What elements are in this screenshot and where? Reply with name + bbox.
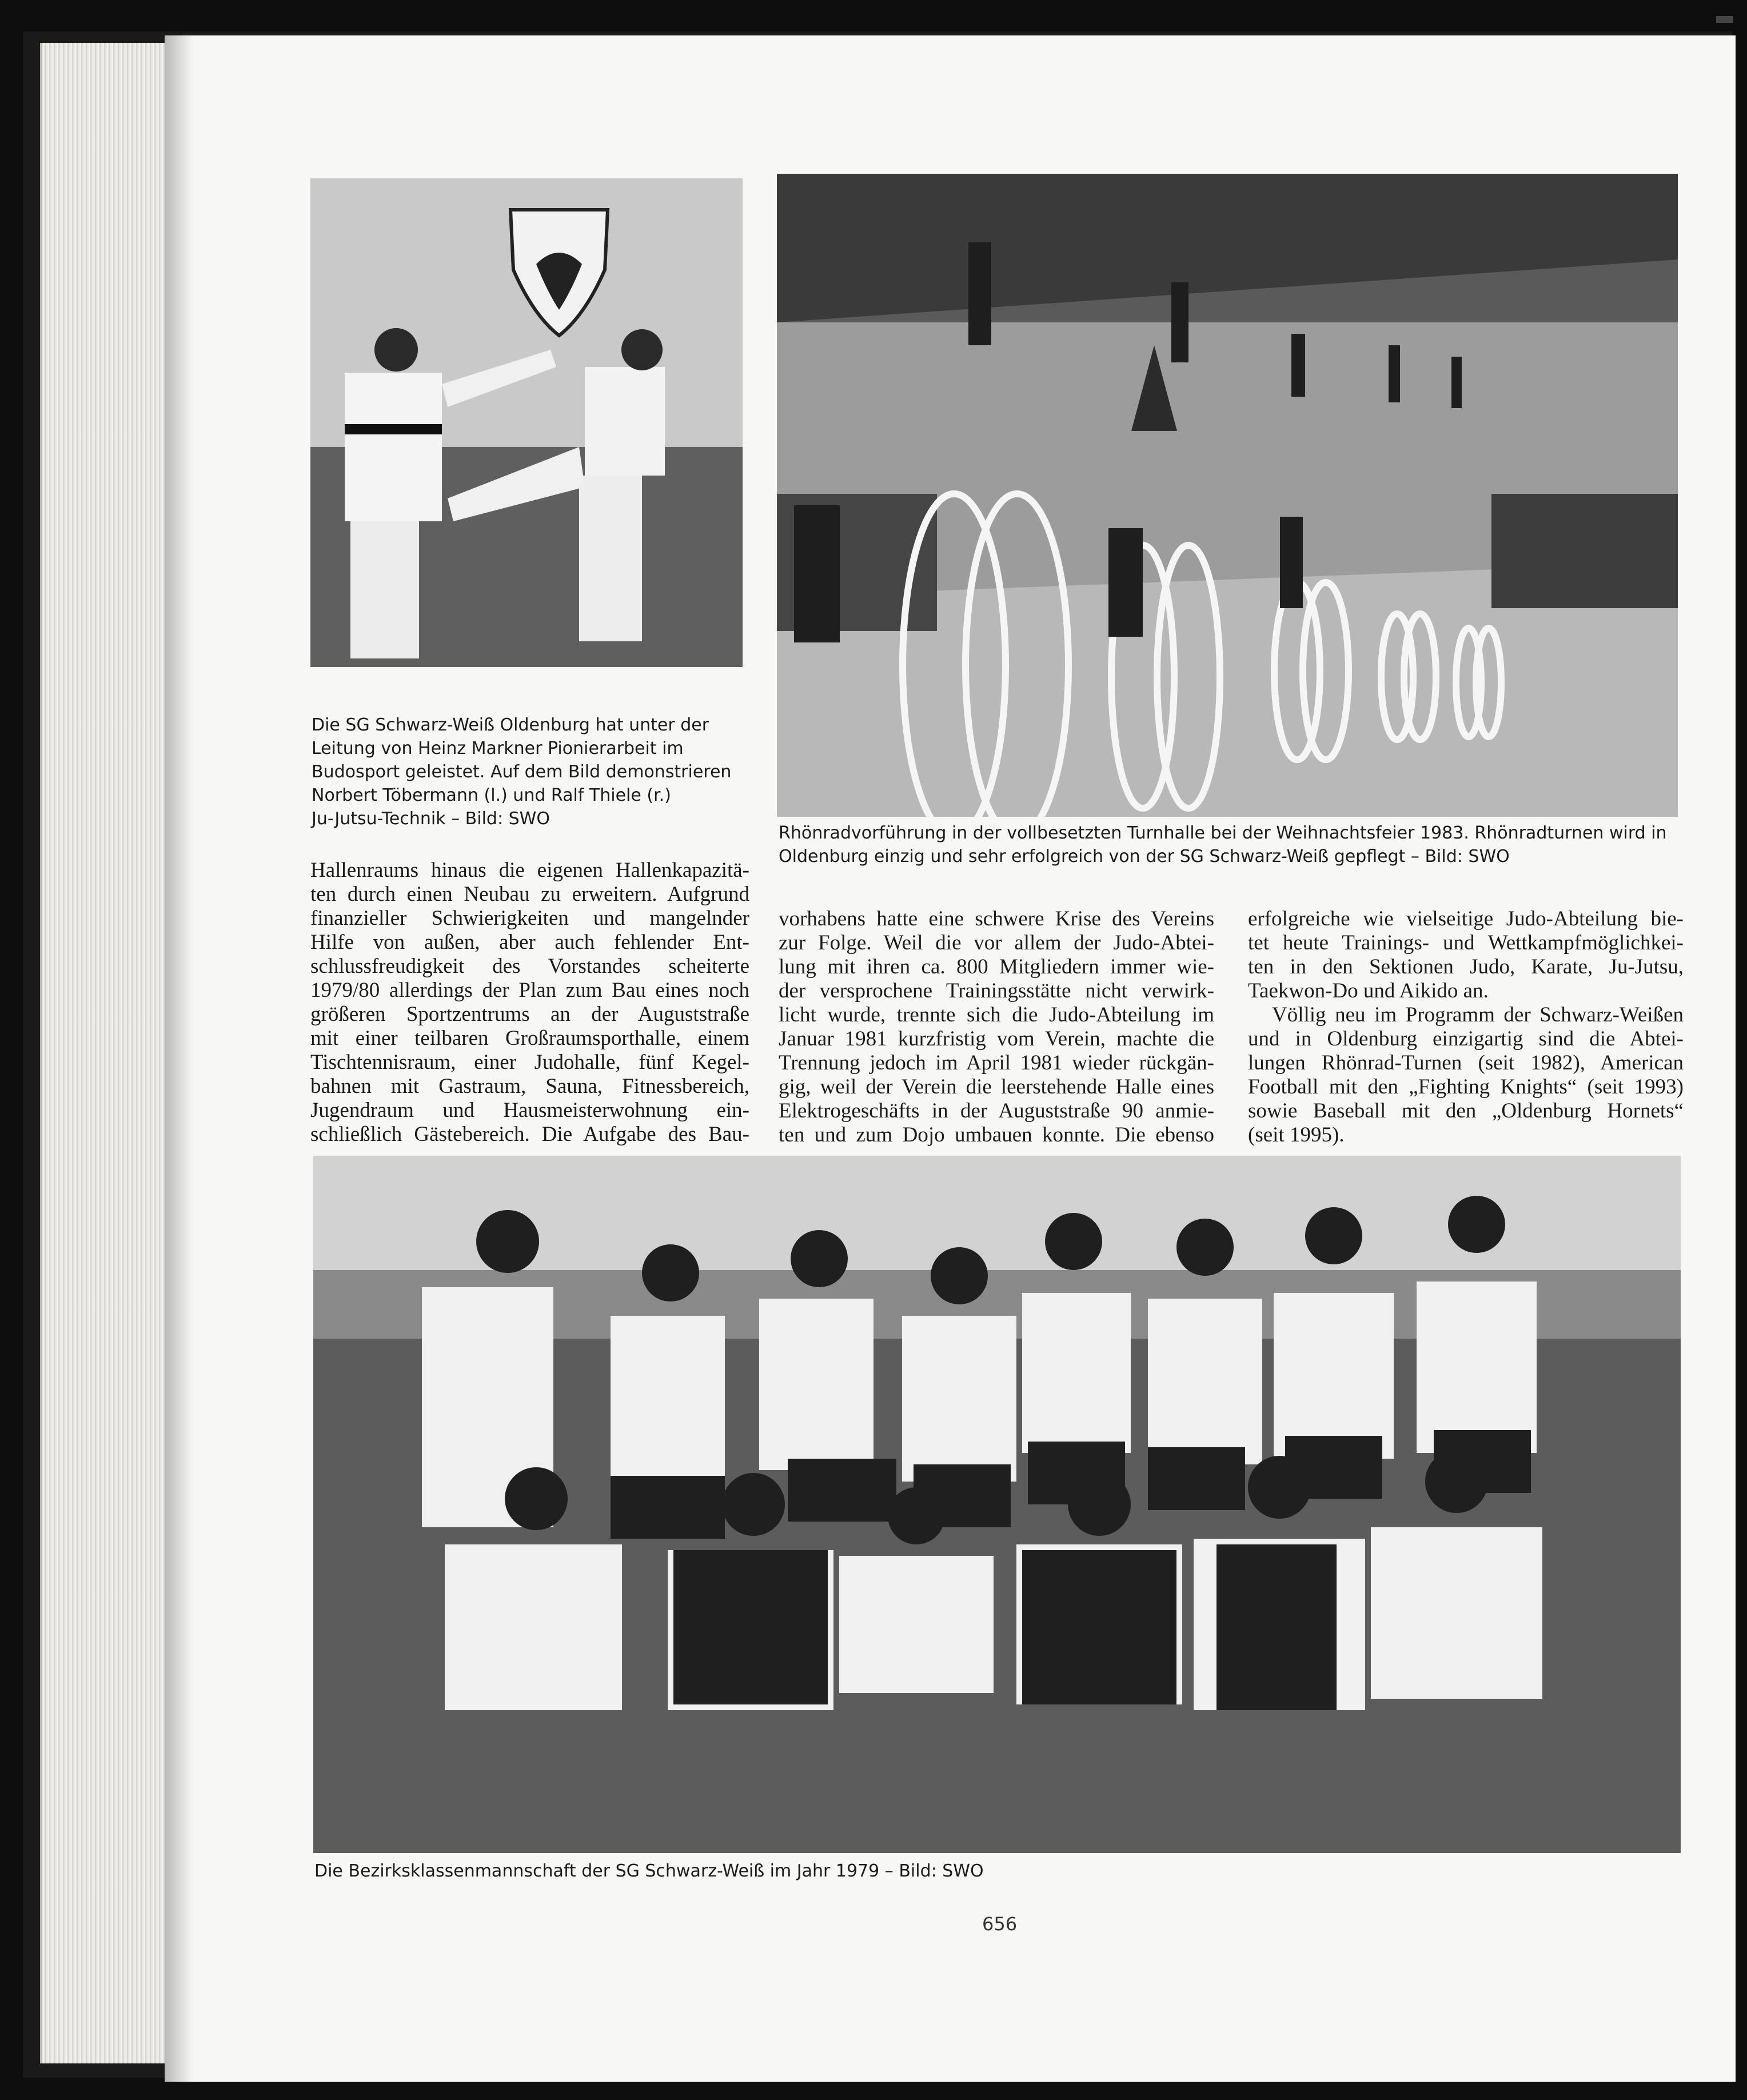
text-line: zur Folge. Weil die vor allem der Judo-Abtei- xyxy=(779,931,1214,955)
top-edge-mark xyxy=(1716,16,1733,23)
judo-photo xyxy=(310,178,743,667)
text-line: schlussfreudigkeit des Vorstandes scheiterte xyxy=(310,955,749,978)
caption-line: Norbert Töbermann (l.) und Ralf Thiele (r.) xyxy=(312,785,671,805)
text-line: licht wurde, trennte sich die Judo-Abteilung im xyxy=(779,1003,1214,1027)
text-line: Tischtennisraum, einer Judohalle, fünf Kegel- xyxy=(310,1051,749,1074)
caption-line: Die SG Schwarz-Weiß Oldenburg hat unter der xyxy=(312,715,709,735)
text-line: gig, weil der Verein die leerstehende Halle eines xyxy=(779,1075,1214,1099)
text-line: tet heute Trainings- und Wettkampfmöglichkei- xyxy=(1248,931,1684,955)
text-line: erfolgreiche wie vielseitige Judo-Abteilung bie- xyxy=(1248,907,1684,931)
text-line: ten und zum Dojo umbauen konnte. Die ebenso xyxy=(779,1123,1214,1147)
text-line: lungen Rhönrad-Turnen (seit 1982), American xyxy=(1248,1051,1684,1075)
text-line: lung mit ihren ca. 800 Mitgliedern immer wie- xyxy=(779,955,1214,979)
caption-line: Leitung von Heinz Markner Pionierarbeit im xyxy=(312,738,684,758)
text-line: der versprochene Trainingsstätte nicht verwirk- xyxy=(779,979,1214,1003)
text-line: schließlich Gästebereich. Die Aufgabe des Bau- xyxy=(310,1123,749,1146)
caption-line: Budosport geleistet. Auf dem Bild demonstrieren xyxy=(312,762,732,782)
text-line: und in Oldenburg einzigartig sind die Abtei- xyxy=(1248,1027,1684,1051)
judo-photo-caption xyxy=(312,713,746,831)
text-line: Völlig neu im Programm der Schwarz-Weißen xyxy=(1272,1003,1684,1027)
caption-line: Oldenburg einzig und sehr erfolgreich von der SG Schwarz-Weiß gepflegt – Bild: SWO xyxy=(779,847,1510,867)
page-edges xyxy=(40,43,168,2063)
text-line: Hilfe von außen, aber auch fehlender Ent- xyxy=(310,931,749,954)
caption-line: Ju-Jutsu-Technik – Bild: SWO xyxy=(312,809,550,829)
text-line: finanzieller Schwierigkeiten und mangelnder xyxy=(310,907,749,930)
text-line: Taekwon-Do und Aikido an. xyxy=(1248,979,1489,1003)
body-column-3 xyxy=(1248,907,1684,1147)
rhoenrad-photo xyxy=(777,174,1678,817)
text-line: bahnen mit Gastraum, Sauna, Fitnessbereich, xyxy=(310,1075,749,1098)
text-line: größeren Sportzentrums an der Auguststraße xyxy=(310,1003,749,1026)
page-gutter-shadow xyxy=(165,35,193,2082)
text-line: Trennung jedoch im April 1981 wieder rückgän- xyxy=(779,1051,1214,1075)
text-line: ten in den Sektionen Judo, Karate, Ju-Jutsu, xyxy=(1248,955,1684,979)
rhoenrad-photo-caption xyxy=(779,821,1682,868)
caption-line: Rhönradvorführung in der vollbesetzten Turnhalle bei der Weihnachtsfeier 1983. Rhönradturnen wird in xyxy=(779,823,1667,843)
team-photo-caption xyxy=(314,1859,1458,1883)
text-line: (seit 1995). xyxy=(1248,1123,1345,1147)
text-line: sowie Baseball mit den „Oldenburg Hornets“ xyxy=(1248,1099,1684,1123)
page-number: 656 xyxy=(982,1913,1018,1935)
text-line: mit einer teilbaren Großraumsporthalle, einem xyxy=(310,1027,749,1050)
team-photo xyxy=(313,1156,1681,1853)
text-line: ten durch einen Neubau zu erweitern. Aufgrund xyxy=(310,883,749,906)
text-line: Hallenraums hinaus die eigenen Hallenkapazitä- xyxy=(310,859,749,882)
text-line: Football mit den „Fighting Knights“ (seit 1993) xyxy=(1248,1075,1684,1099)
caption-line: Die Bezirksklassenmannschaft der SG Schwarz-Weiß im Jahr 1979 – Bild: SWO xyxy=(314,1861,984,1881)
text-line: vorhabens hatte eine schwere Krise des Vereins xyxy=(779,907,1214,931)
body-column-1 xyxy=(310,859,749,1147)
text-line: Januar 1981 kurzfristig vom Verein, machte die xyxy=(779,1027,1214,1051)
text-line: Jugendraum und Hausmeisterwohnung ein- xyxy=(310,1099,749,1122)
text-line: Elektrogeschäfts in der Auguststraße 90 anmie- xyxy=(779,1099,1214,1123)
text-line: 1979/80 allerdings der Plan zum Bau eines noch xyxy=(310,979,749,1002)
body-column-2 xyxy=(779,907,1214,1147)
